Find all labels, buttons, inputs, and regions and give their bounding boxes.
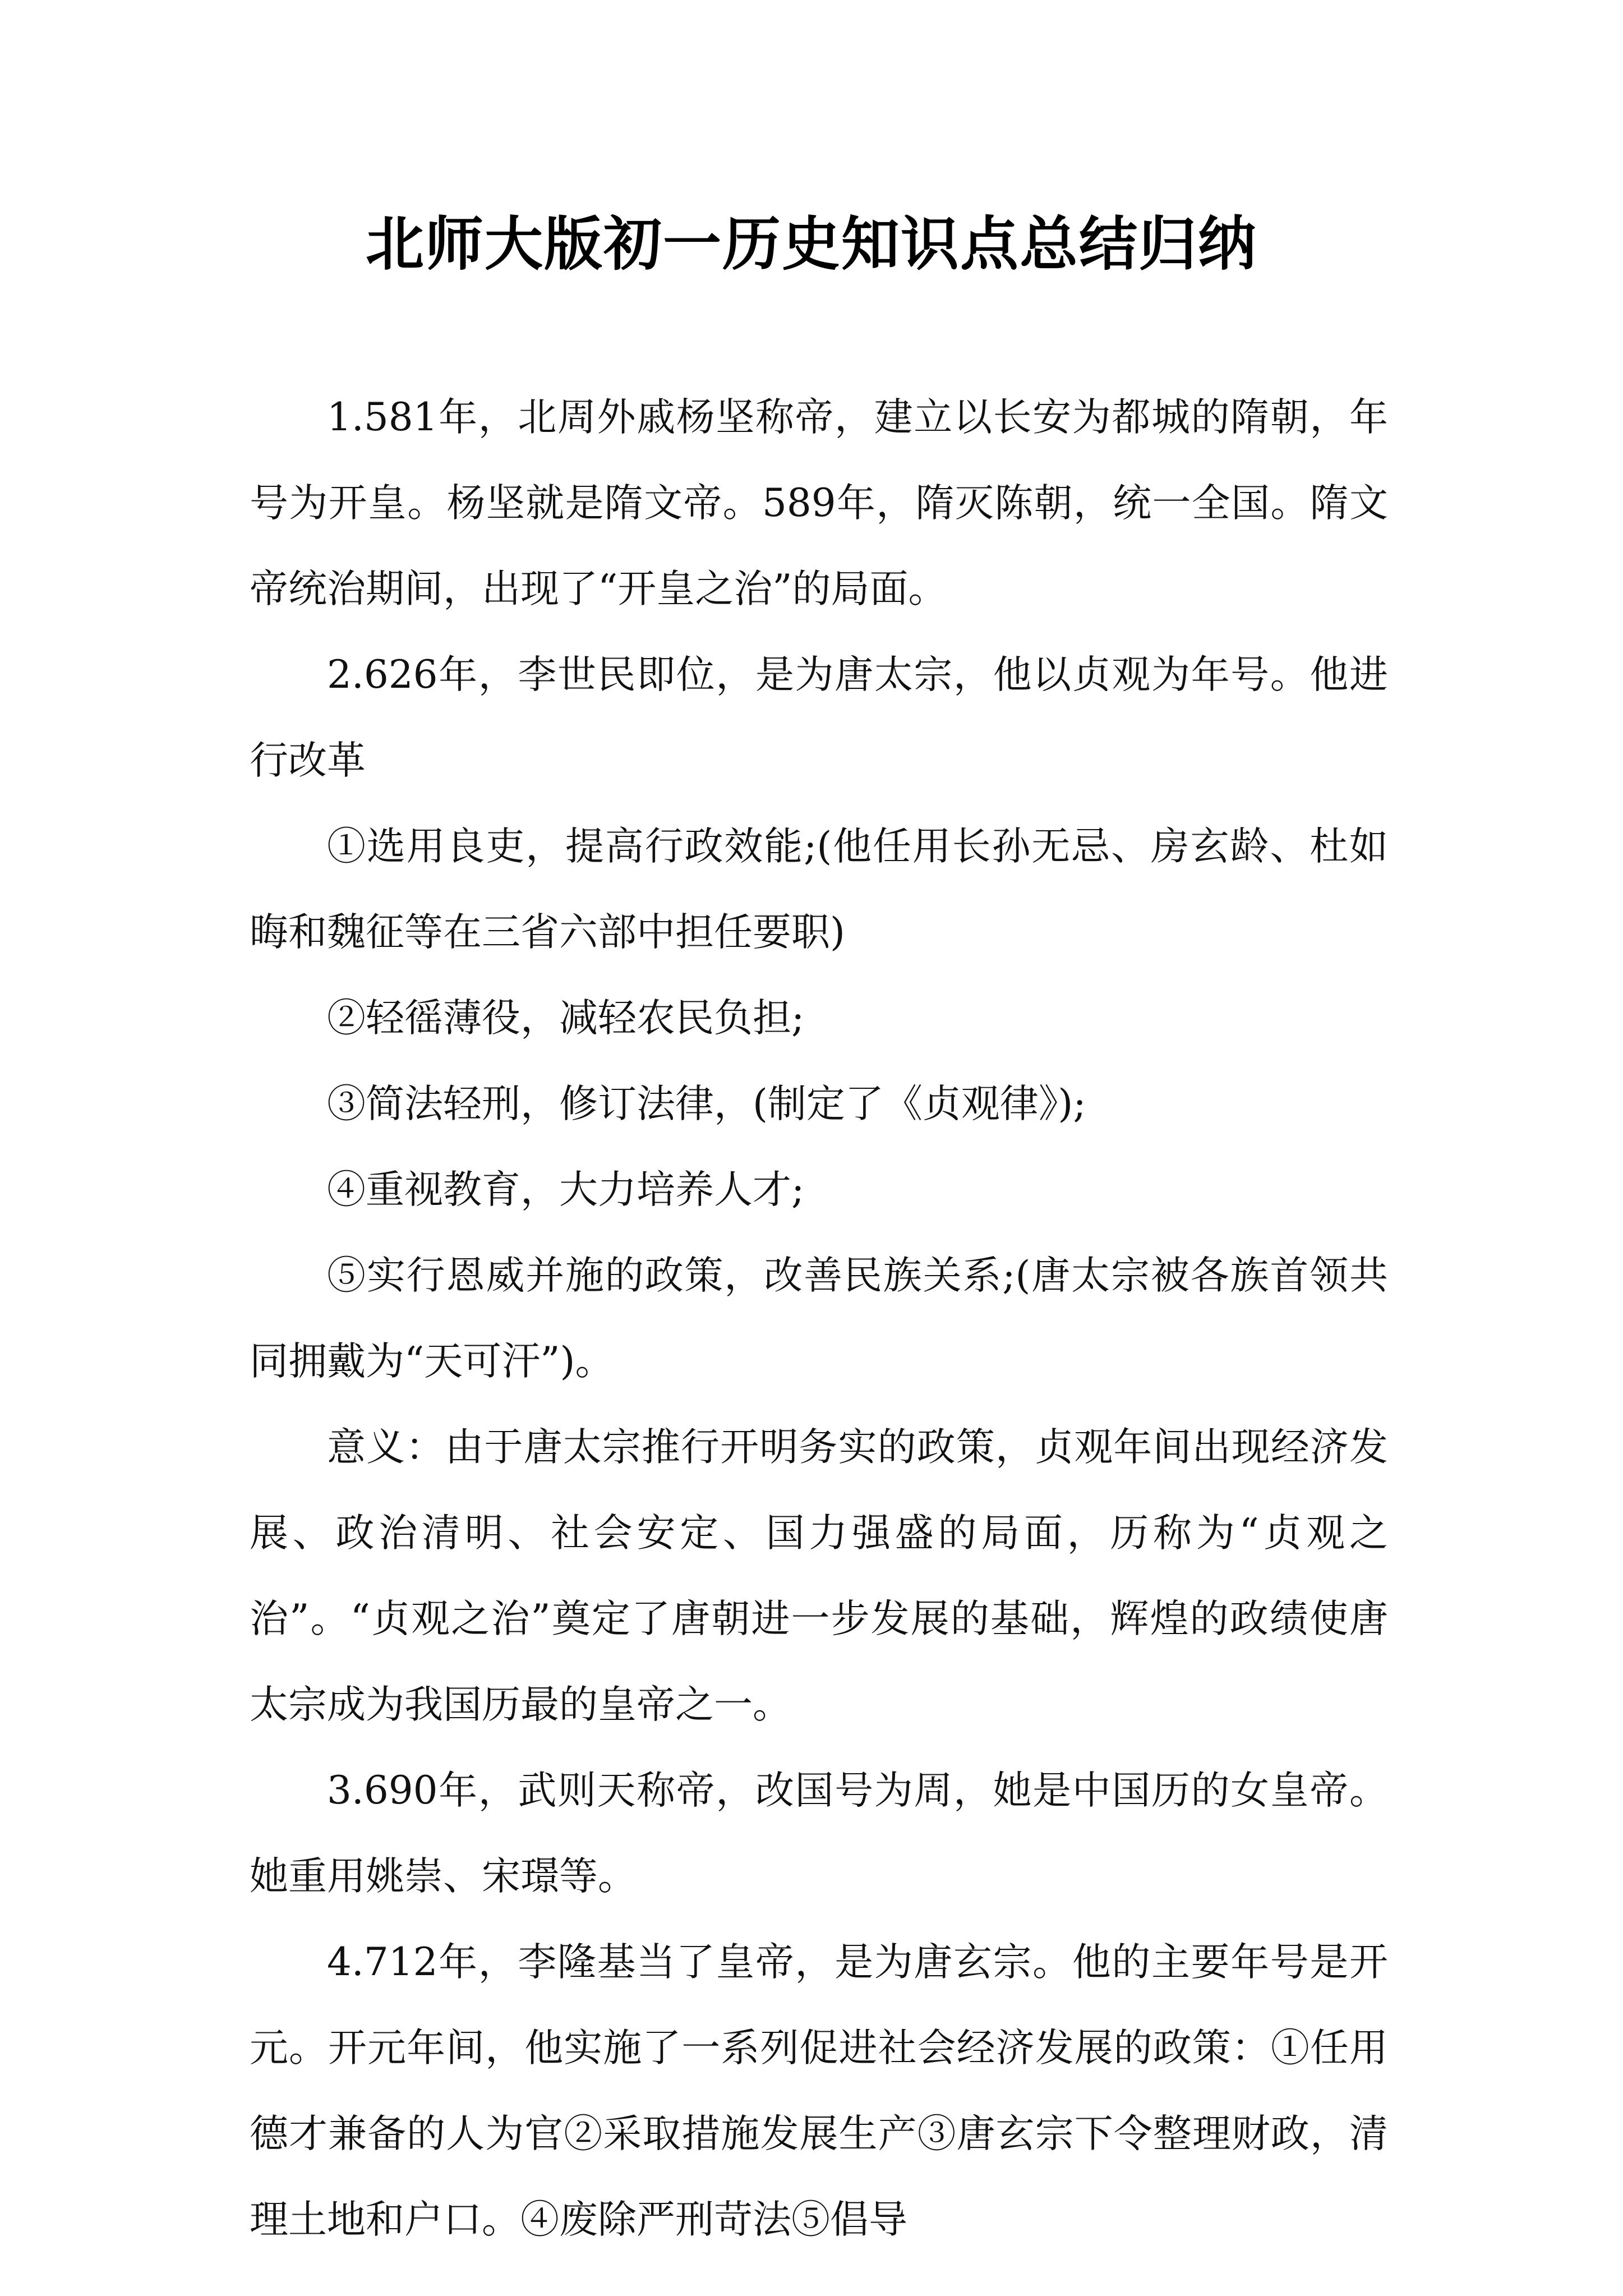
paragraph-reform-4: ④重视教育，大力培养人才; [327, 1167, 805, 1212]
paragraph-tang-taizong: 2.626年，李世民即位，是为唐太宗，他以贞观为年号。他进行改革 [250, 652, 1388, 783]
paragraph-reform-3: ③简法轻刑，修订法律，(制定了《贞观律》); [327, 1082, 1086, 1126]
paragraph-sui-founding: 1.581年，北周外戚杨坚称帝，建立以长安为都城的隋朝，年号为开皇。杨坚就是隋文帝。589年，隋灭陈朝，统一全国。隋文帝统治期间，出现了“开皇之治”的局面。 [250, 395, 1388, 611]
paragraph-xuanzong: 4.712年，李隆基当了皇帝，是为唐玄宗。他的主要年号是开元。开元年间，他实施了一系列促进社会经济发展的政策：①任用德才兼备的人为官②采取措施发展生产③唐玄宗下令整理财政，清理土地和户口。④废除严刑苛法⑤倡导 [250, 1940, 1388, 2242]
paragraph-significance: 意义：由于唐太宗推行开明务实的政策，贞观年间出现经济发展、政治清明、社会安定、国力强盛的局面，历称为“贞观之治”。“贞观之治”奠定了唐朝进一步发展的基础，辉煌的政绩使唐太宗成为我国历最的皇帝之一。 [250, 1425, 1388, 1727]
paragraph-reform-5: ⑤实行恩威并施的政策，改善民族关系;(唐太宗被各族首领共同拥戴为“天可汗”)。 [250, 1253, 1388, 1384]
document-body [250, 375, 1388, 2263]
paragraph-wu-zetian: 3.690年，武则天称帝，改国号为周，她是中国历的女皇帝。她重用姚崇、宋璟等。 [250, 1768, 1388, 1899]
paragraph-reform-2: ②轻徭薄役，减轻农民负担; [327, 996, 805, 1041]
paragraph-reform-1: ①选用良吏，提高行政效能;(他任用长孙无忌、房玄龄、杜如晦和魏征等在三省六部中担任要职) [250, 824, 1388, 955]
document-title: 北师大版初一历史知识点总结归纳 [365, 210, 1257, 278]
